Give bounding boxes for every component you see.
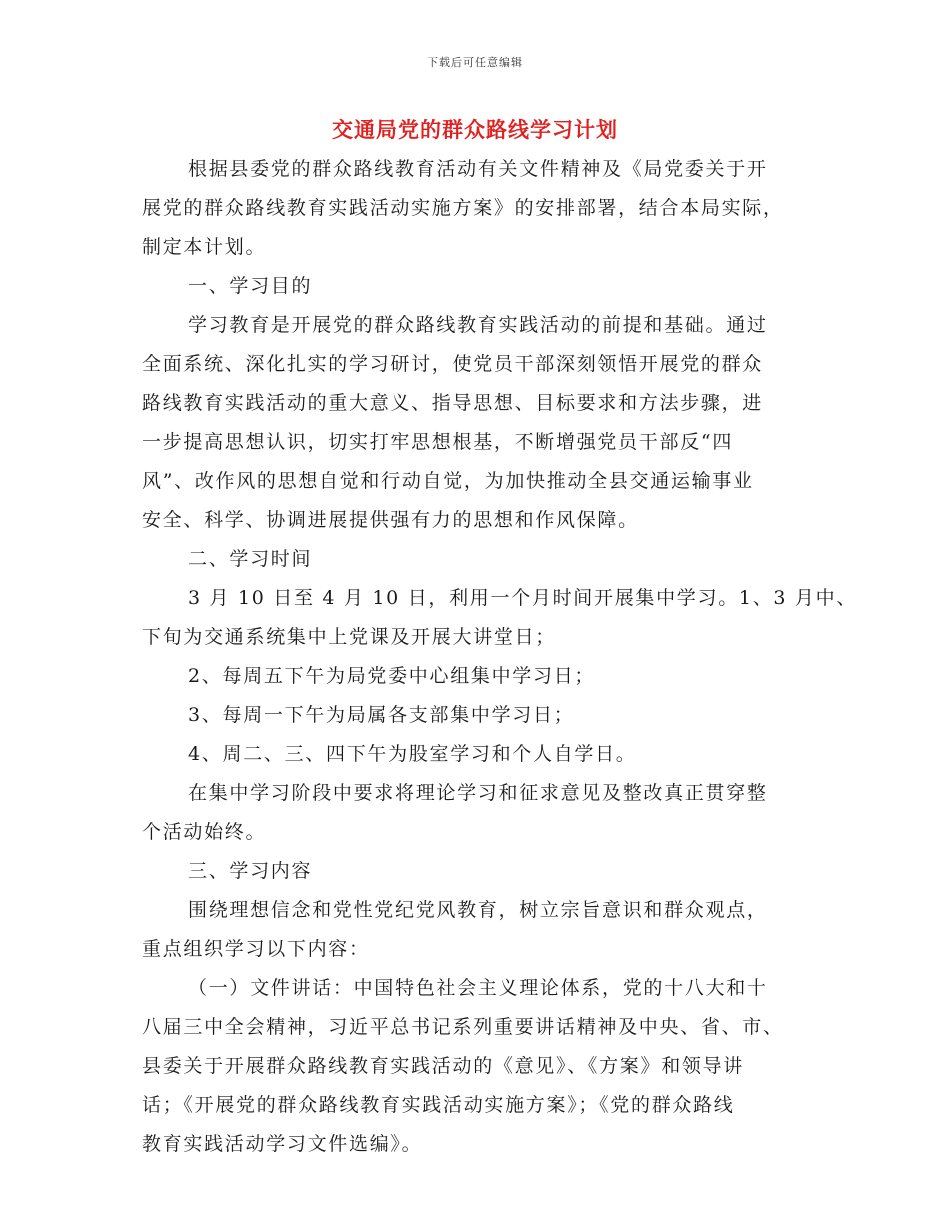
text-line: 在集中学习阶段中要求将理论学习和征求意见及整改真正贯穿整 xyxy=(188,782,768,804)
paragraph-requirement xyxy=(142,774,810,852)
schedule-item-2 xyxy=(142,657,810,696)
paragraph-intro xyxy=(142,150,810,267)
section-heading-content xyxy=(142,852,810,891)
text-line: 教育实践活动学习文件选编》。 xyxy=(142,1133,423,1155)
section-heading: 二、学习时间 xyxy=(188,548,313,570)
text-line: 学习教育是开展党的群众路线教育实践活动的前提和基础。通过 xyxy=(188,314,768,336)
text-line: 3 月 10 日至 4 月 10 日，利用一个月时间开展集中学习。1、3 月中、 xyxy=(188,587,858,609)
schedule-item-4 xyxy=(142,735,810,774)
paragraph-documents xyxy=(142,969,810,1164)
text-line: 根据县委党的群众路线教育活动有关文件精神及《局党委关于开 xyxy=(188,158,768,180)
document-body xyxy=(142,150,858,1164)
text-line: 风”、改作风的思想自觉和行动自觉，为加快推动全县交通运输事业 xyxy=(142,470,754,492)
section-heading: 一、学习目的 xyxy=(188,275,313,297)
section-heading-time xyxy=(142,540,810,579)
section-heading: 三、学习内容 xyxy=(188,860,313,882)
section-heading-purpose xyxy=(142,267,810,306)
text-line: 路线教育实践活动的重大意义、指导思想、目标要求和方法步骤，进 xyxy=(142,392,764,414)
text-line: 全面系统、深化扎实的学习研讨，使党员干部深刻领悟开展党的群众 xyxy=(142,353,764,375)
paragraph-content xyxy=(142,891,810,969)
paragraph-time xyxy=(142,579,858,657)
text-line: 制定本计划。 xyxy=(142,236,267,258)
paragraph-purpose xyxy=(142,306,810,540)
text-line: （一）文件讲话：中国特色社会主义理论体系，党的十八大和十 xyxy=(188,977,768,999)
schedule-item-3 xyxy=(142,696,810,735)
text-line: 重点组织学习以下内容： xyxy=(142,938,370,960)
text-line: 下旬为交通系统集中上党课及开展大讲堂日； xyxy=(142,626,557,648)
text-line: 县委关于开展群众路线教育实践活动的《意见》、《方案》和领导讲 xyxy=(142,1055,745,1077)
text-line: 一步提高思想认识，切实打牢思想根基，不断增强党员干部反“四 xyxy=(142,431,734,453)
text-line: 2、每周五下午为局党委中心组集中学习日； xyxy=(188,665,596,687)
text-line: 4、周二、三、四下午为股室学习和个人自学日。 xyxy=(188,743,637,765)
text-line: 话；《开展党的群众路线教育实践活动实施方案》；《党的群众路线 xyxy=(142,1094,735,1116)
text-line: 展党的群众路线教育实践活动实施方案》的安排部署，结合本局实际， xyxy=(142,197,784,219)
document-title: 交通局党的群众路线学习计划 xyxy=(332,117,618,142)
text-line: 安全、科学、协调进展提供强有力的思想和作风保障。 xyxy=(142,509,639,531)
text-line: 个活动始终。 xyxy=(142,821,267,843)
text-line: 围绕理想信念和党性党纪党风教育，树立宗旨意识和群众观点， xyxy=(188,899,768,921)
text-line: 3、每周一下午为局属各支部集中学习日； xyxy=(188,704,575,726)
header-note: 下载后可任意编辑 xyxy=(427,56,523,69)
text-line: 八届三中全会精神，习近平总书记系列重要讲话精神及中央、省、市、 xyxy=(142,1016,784,1038)
